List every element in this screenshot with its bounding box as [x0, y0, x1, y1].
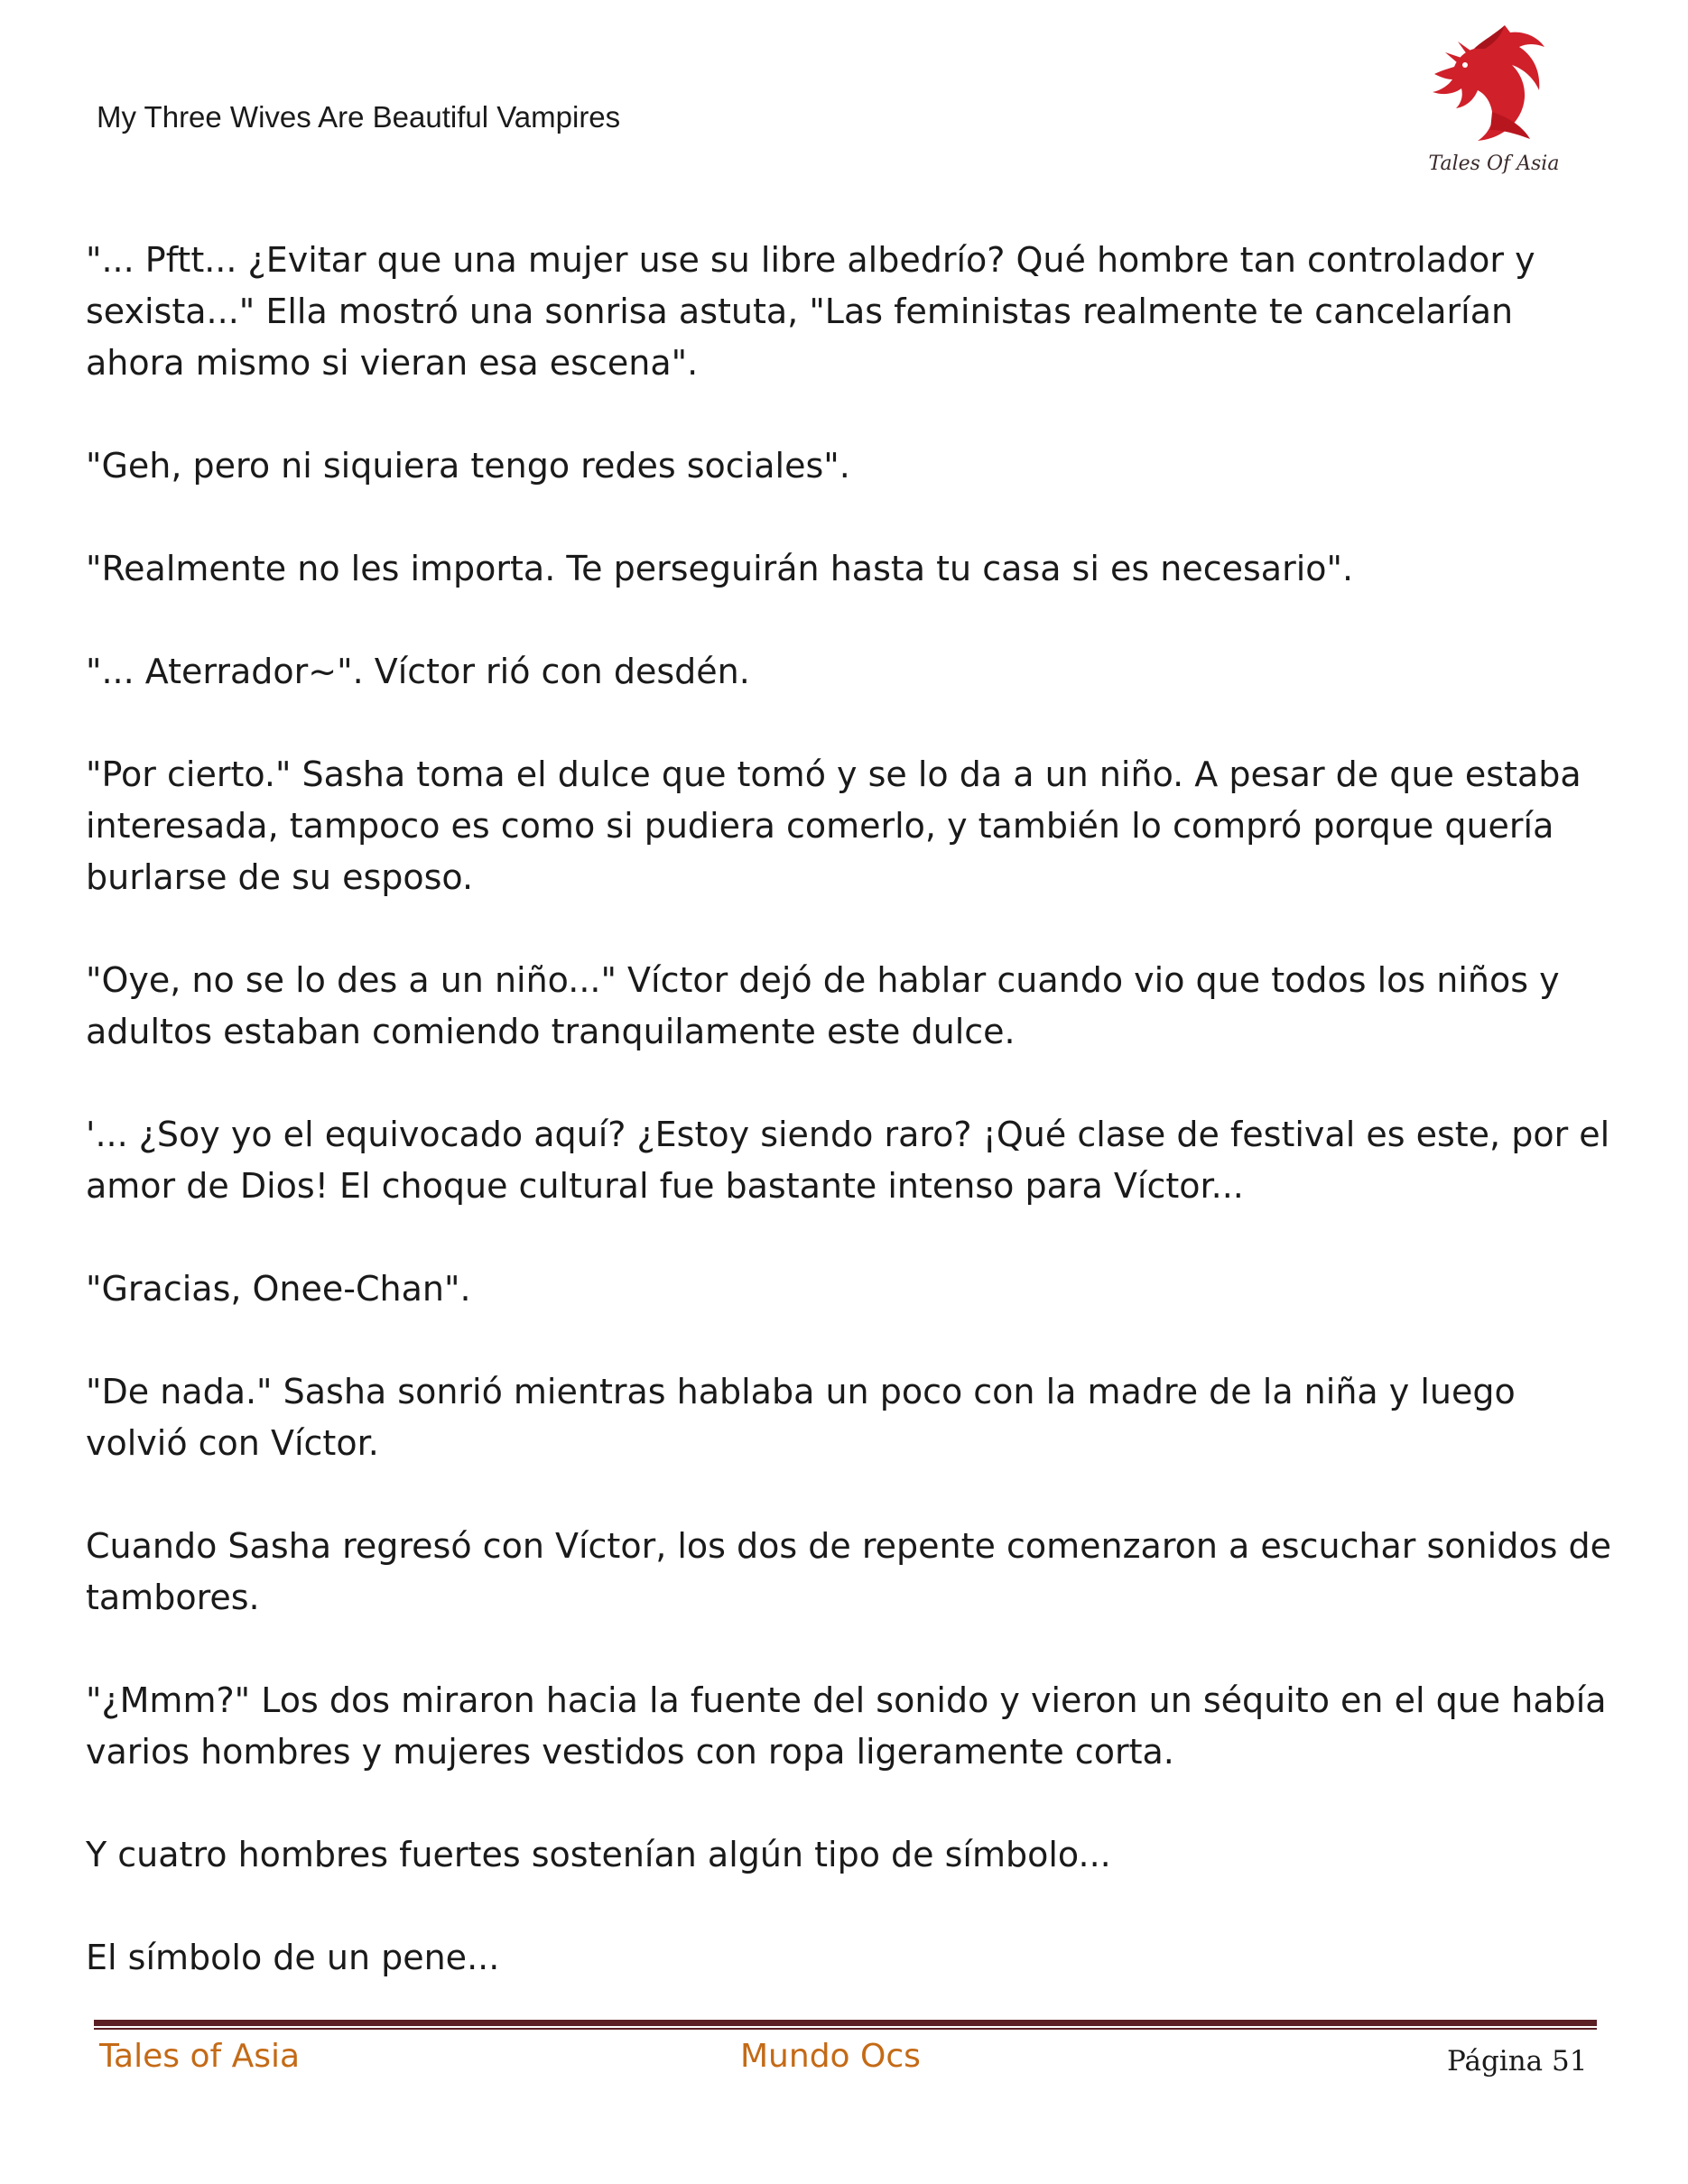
- paragraph: Cuando Sasha regresó con Víctor, los dos de repente comenzaron a escuchar sonidos de tambores.: [86, 1526, 1611, 1617]
- paragraph: "¿Mmm?" Los dos miraron hacia la fuente del sonido y vieron un séquito en el que había varios hombres y mujeres vestidos con ropa ligeramente corta.: [86, 1680, 1607, 1772]
- paragraph: "Oye, no se lo des a un niño..." Víctor dejó de hablar cuando vio que todos los niños y adultos estaban comiendo tranquilamente este dulce.: [86, 960, 1560, 1051]
- footer-divider: [94, 2020, 1597, 2029]
- book-title: My Three Wives Are Beautiful Vampires: [97, 100, 621, 134]
- paragraph: "... Pftt... ¿Evitar que una mujer use su libre albedrío? Qué hombre tan controlador y sexista..." Ella mostró una sonrisa astuta, "Las feministas realmente te cancelarían ahora mismo si vieran esa escena".: [86, 240, 1535, 383]
- tales-of-asia-logo: [1422, 18, 1566, 185]
- red-dragon-icon: [1433, 25, 1544, 141]
- paragraph: Y cuatro hombres fuertes sostenían algún tipo de símbolo...: [86, 1835, 1111, 1874]
- logo-text: Tales Of Asia: [1428, 153, 1560, 175]
- paragraph: '... ¿Soy yo el equivocado aquí? ¿Estoy siendo raro? ¡Qué clase de festival es este, por el amor de Dios! El choque cultural fue bastante intenso para Víctor...: [86, 1115, 1610, 1206]
- paragraph: "Realmente no les importa. Te perseguirán hasta tu casa si es necesario".: [86, 549, 1354, 588]
- paragraph: "Gracias, Onee-Chan".: [86, 1269, 471, 1309]
- paragraph: El símbolo de un pene...: [86, 1938, 500, 1977]
- page-number: Página 51: [1447, 2045, 1588, 2078]
- paragraph: "De nada." Sasha sonrió mientras hablaba un poco con la madre de la niña y luego volvió con Víctor.: [86, 1372, 1516, 1463]
- paragraph: "... Aterrador~". Víctor rió con desdén.: [86, 652, 750, 691]
- chapter-body: [86, 235, 1620, 2035]
- paragraph: "Geh, pero ni siquiera tengo redes sociales".: [86, 446, 850, 486]
- paragraph: "Por cierto." Sasha toma el dulce que tomó y se lo da a un niño. A pesar de que estaba interesada, tampoco es como si pudiera comerlo, y también lo compró porque quería burlarse de su esposo.: [86, 754, 1581, 897]
- footer-publisher: Tales of Asia: [99, 2038, 301, 2075]
- footer-series: Mundo Ocs: [740, 2038, 921, 2075]
